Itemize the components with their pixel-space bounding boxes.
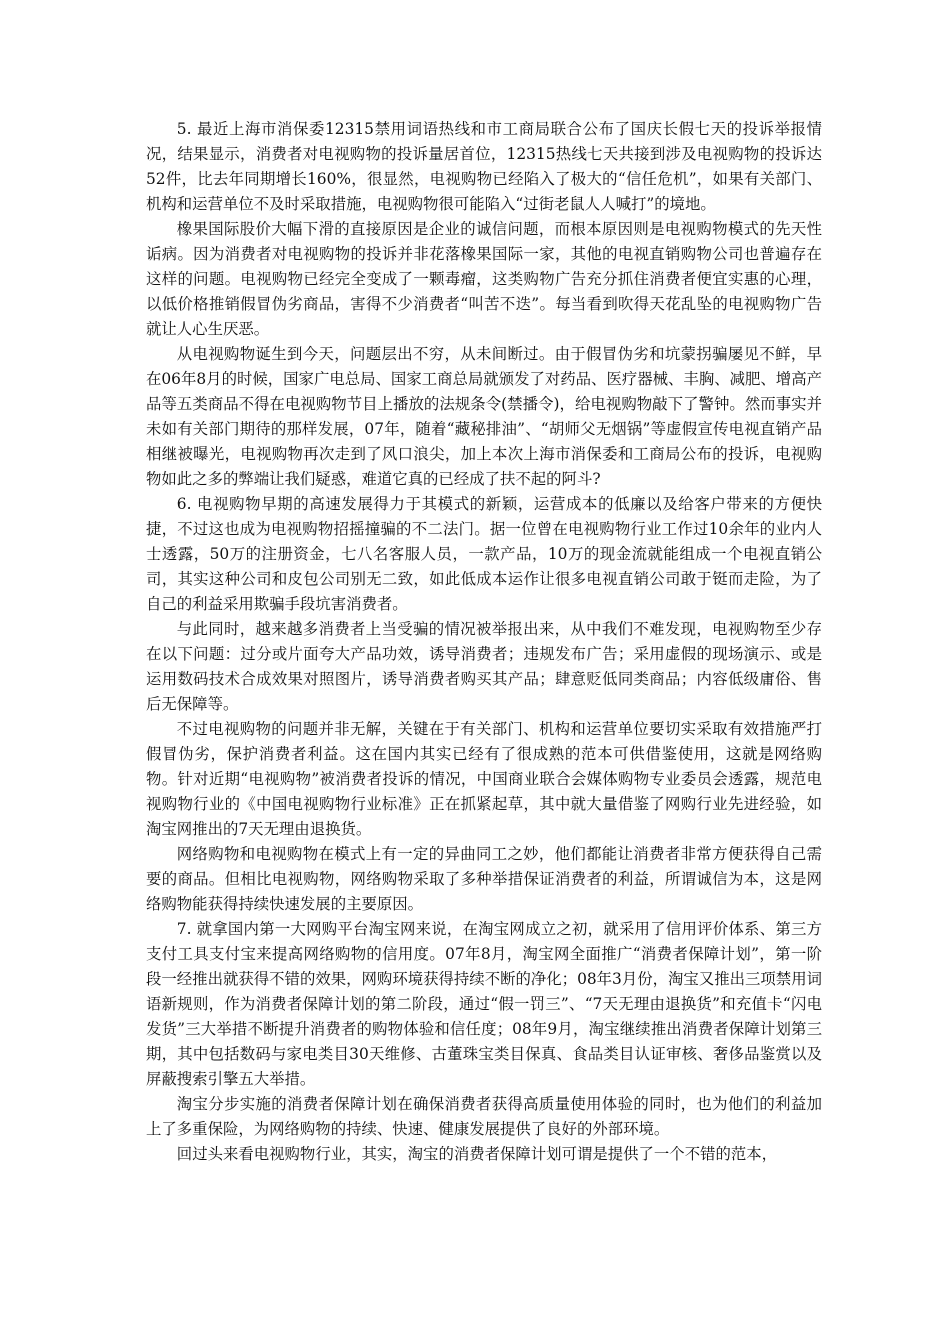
- paragraph: 网络购物和电视购物在模式上有一定的异曲同工之妙，他们都能让消费者非常方便获得自己需要的商品。但相比电视购物，网络购物采取了多种举措保证消费者的利益，所谓诚信为本，这是网络购物能获得持续快速发展的主要原因。: [146, 845, 822, 913]
- document-page: [146, 117, 822, 1167]
- paragraph: 6. 电视购物早期的高速发展得力于其模式的新颖，运营成本的低廉以及给客户带来的方便快捷，不过这也成为电视购物招摇撞骗的不二法门。据一位曾在电视购物行业工作过10余年的业内人士透露，50万的注册资金，七八名客服人员，一款产品，10万的现金流就能组成一个电视直销公司，其实这种公司和皮包公司别无二致，如此低成本运作让很多电视直销公司敢于铤而走险，为了自己的利益采用欺骗手段坑害消费者。: [146, 495, 822, 613]
- paragraph: 与此同时，越来越多消费者上当受骗的情况被举报出来，从中我们不难发现，电视购物至少存在以下问题：过分或片面夸大产品功效，诱导消费者；违规发布广告；采用虚假的现场演示、或是运用数码技术合成效果对照图片，诱导消费者购买其产品；肆意贬低同类商品；内容低级庸俗、售后无保障等。: [146, 620, 822, 713]
- paragraph: 回过头来看电视购物行业，其实，淘宝的消费者保障计划可谓是提供了一个不错的范本，: [176, 1145, 778, 1163]
- paragraph: 橡果国际股价大幅下滑的直接原因是企业的诚信问题，而根本原因则是电视购物模式的先天性诟病。因为消费者对电视购物的投诉并非花落橡果国际一家，其他的电视直销购物公司也普遍存在这样的问题。电视购物已经完全变成了一颗毒瘤，这类购物广告充分抓住消费者便宜实惠的心理，以低价格推销假冒伪劣商品，害得不少消费者“叫苦不迭”。每当看到吹得天花乱坠的电视购物广告就让人心生厌恶。: [146, 220, 822, 338]
- paragraph: 不过电视购物的问题并非无解，关键在于有关部门、机构和运营单位要切实采取有效措施严打假冒伪劣，保护消费者利益。这在国内其实已经有了很成熟的范本可供借鉴使用，这就是网络购物。针对近期“电视购物”被消费者投诉的情况，中国商业联合会媒体购物专业委员会透露，规范电视购物行业的《中国电视购物行业标准》正在抓紧起草，其中就大量借鉴了网购行业先进经验，如淘宝网推出的7天无理由退换货。: [146, 720, 822, 838]
- paragraph: 从电视购物诞生到今天，问题层出不穷，从未间断过。由于假冒伪劣和坑蒙拐骗屡见不鲜，早在06年8月的时候，国家广电总局、国家工商总局就颁发了对药品、医疗器械、丰胸、减肥、增高产品等五类商品不得在电视购物节目上播放的法规条令(禁播令)，给电视购物敲下了警钟。然而事实并未如有关部门期待的那样发展，07年，随着“藏秘排油”、“胡师父无烟锅”等虚假宣传电视直销产品相继被曝光，电视购物再次走到了风口浪尖，加上本次上海市消保委和工商局公布的投诉，电视购物如此之多的弊端让我们疑惑，难道它真的已经成了扶不起的阿斗?: [146, 345, 822, 488]
- paragraph: 5. 最近上海市消保委12315禁用词语热线和市工商局联合公布了国庆长假七天的投诉举报情况，结果显示，消费者对电视购物的投诉量居首位，12315热线七天共接到涉及电视购物的投诉达52件，比去年同期增长160%，很显然，电视购物已经陷入了极大的“信任危机”，如果有关部门、机构和运营单位不及时采取措施，电视购物很可能陷入“过街老鼠人人喊打”的境地。: [146, 120, 822, 213]
- paragraph: 7. 就拿国内第一大网购平台淘宝网来说，在淘宝网成立之初，就采用了信用评价体系、第三方支付工具支付宝来提高网络购物的信用度。07年8月，淘宝网全面推广“消费者保障计划”，第一阶段一经推出就获得不错的效果，网购环境获得持续不断的净化；08年3月份，淘宝又推出三项禁用词语新规则，作为消费者保障计划的第二阶段，通过“假一罚三”、“7天无理由退换货”和充值卡“闪电发货”三大举措不断提升消费者的购物体验和信任度；08年9月，淘宝继续推出消费者保障计划第三期，其中包括数码与家电类目30天维修、古董珠宝类目保真、食品类目认证审核、奢侈品鉴赏以及屏蔽搜索引擎五大举措。: [146, 920, 822, 1088]
- paragraph: 淘宝分步实施的消费者保障计划在确保消费者获得高质量使用体验的同时，也为他们的利益加上了多重保险，为网络购物的持续、快速、健康发展提供了良好的外部环境。: [146, 1095, 822, 1138]
